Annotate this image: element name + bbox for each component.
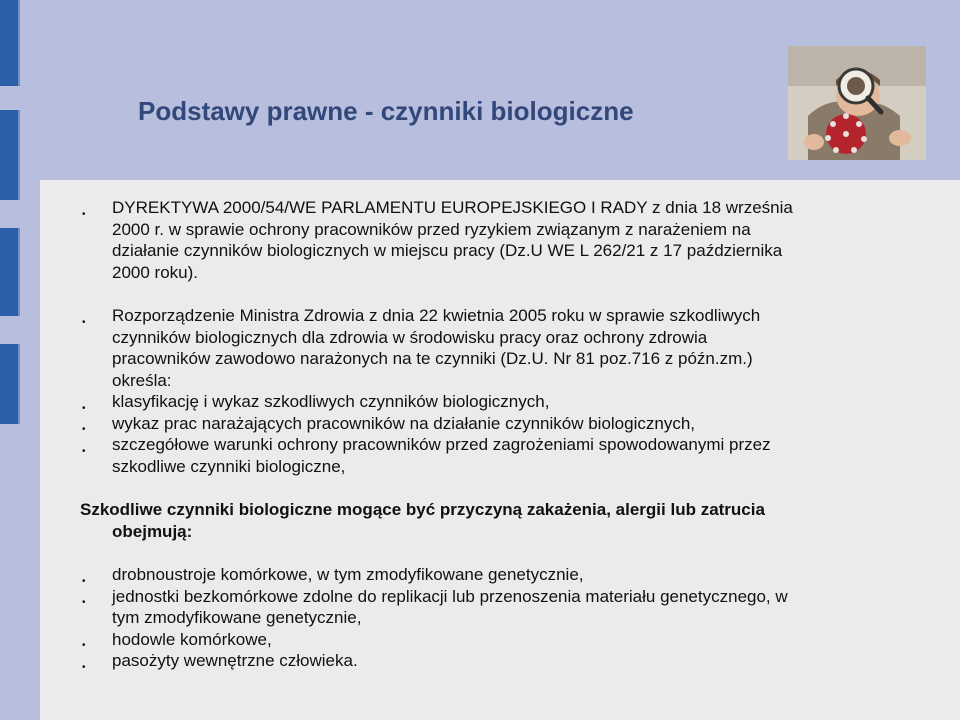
text-line: szczegółowe warunki ochrony pracowników przed zagrożeniami spowodowanymi przez (112, 435, 771, 454)
bullet-marker: • (82, 662, 86, 673)
bullet-marker: • (82, 403, 86, 414)
slide-title: Podstawy prawne - czynniki biologiczne (138, 96, 634, 126)
text-line: tym zmodyfikowane genetycznie, (112, 608, 362, 627)
decorative-bar (0, 0, 20, 86)
magnifying-glass-virus-icon (788, 46, 926, 160)
bullet-marker: • (82, 446, 86, 457)
bullet-marker: • (82, 424, 86, 435)
text-line: DYREKTYWA 2000/54/WE PARLAMENTU EUROPEJSKIEGO I RADY z dnia 18 września (112, 198, 793, 217)
bullet-marker: • (82, 597, 86, 608)
content-panel (40, 180, 960, 720)
text-line: określa: (112, 370, 172, 390)
text-line: szkodliwe czynniki biologiczne, (112, 456, 346, 476)
bullet-marker: • (82, 209, 86, 220)
text-line: 2000 r. w sprawie ochrony pracowników przed ryzykiem związanym z narażeniem na (112, 219, 751, 239)
text-line: działanie czynników biologicznych w miejscu pracy (Dz.U WE L 262/21 z 17 października (112, 241, 783, 260)
text-line: jednostki bezkomórkowe zdolne do replikacji lub przenoszenia materiału genetycznego, w (112, 586, 788, 606)
bullet-marker: • (82, 576, 86, 587)
text-line: hodowle komórkowe, (112, 629, 272, 649)
text-line: drobnoustroje komórkowe, w tym zmodyfikowane genetycznie, (112, 565, 584, 584)
section-heading: Szkodliwe czynniki biologiczne mogące być przyczyną zakażenia, alergii lub zatrucia (80, 500, 765, 519)
decorative-bar (0, 228, 20, 316)
text-line: pasożyty wewnętrzne człowieka. (112, 651, 358, 670)
text-line: Rozporządzenie Ministra Zdrowia z dnia 22 kwietnia 2005 roku w sprawie szkodliwych (112, 306, 761, 325)
text-line: 2000 roku). (112, 262, 198, 282)
decorative-bar (0, 110, 20, 200)
section-heading: obejmują: (112, 521, 193, 541)
text-line: wykaz prac narażających pracowników na działanie czynników biologicznych, (112, 413, 696, 433)
text-line: pracowników zawodowo narażonych na te czynniki (Dz.U. Nr 81 poz.716 z późn.zm.) (112, 349, 753, 368)
bullet-marker: • (82, 640, 86, 651)
decorative-bar (0, 344, 20, 424)
text-line: czynników biologicznych dla zdrowia w środowisku pracy oraz ochrony zdrowia (112, 327, 708, 347)
text-line: klasyfikację i wykaz szkodliwych czynników biologicznych, (112, 392, 550, 411)
bullet-marker: • (82, 317, 86, 328)
